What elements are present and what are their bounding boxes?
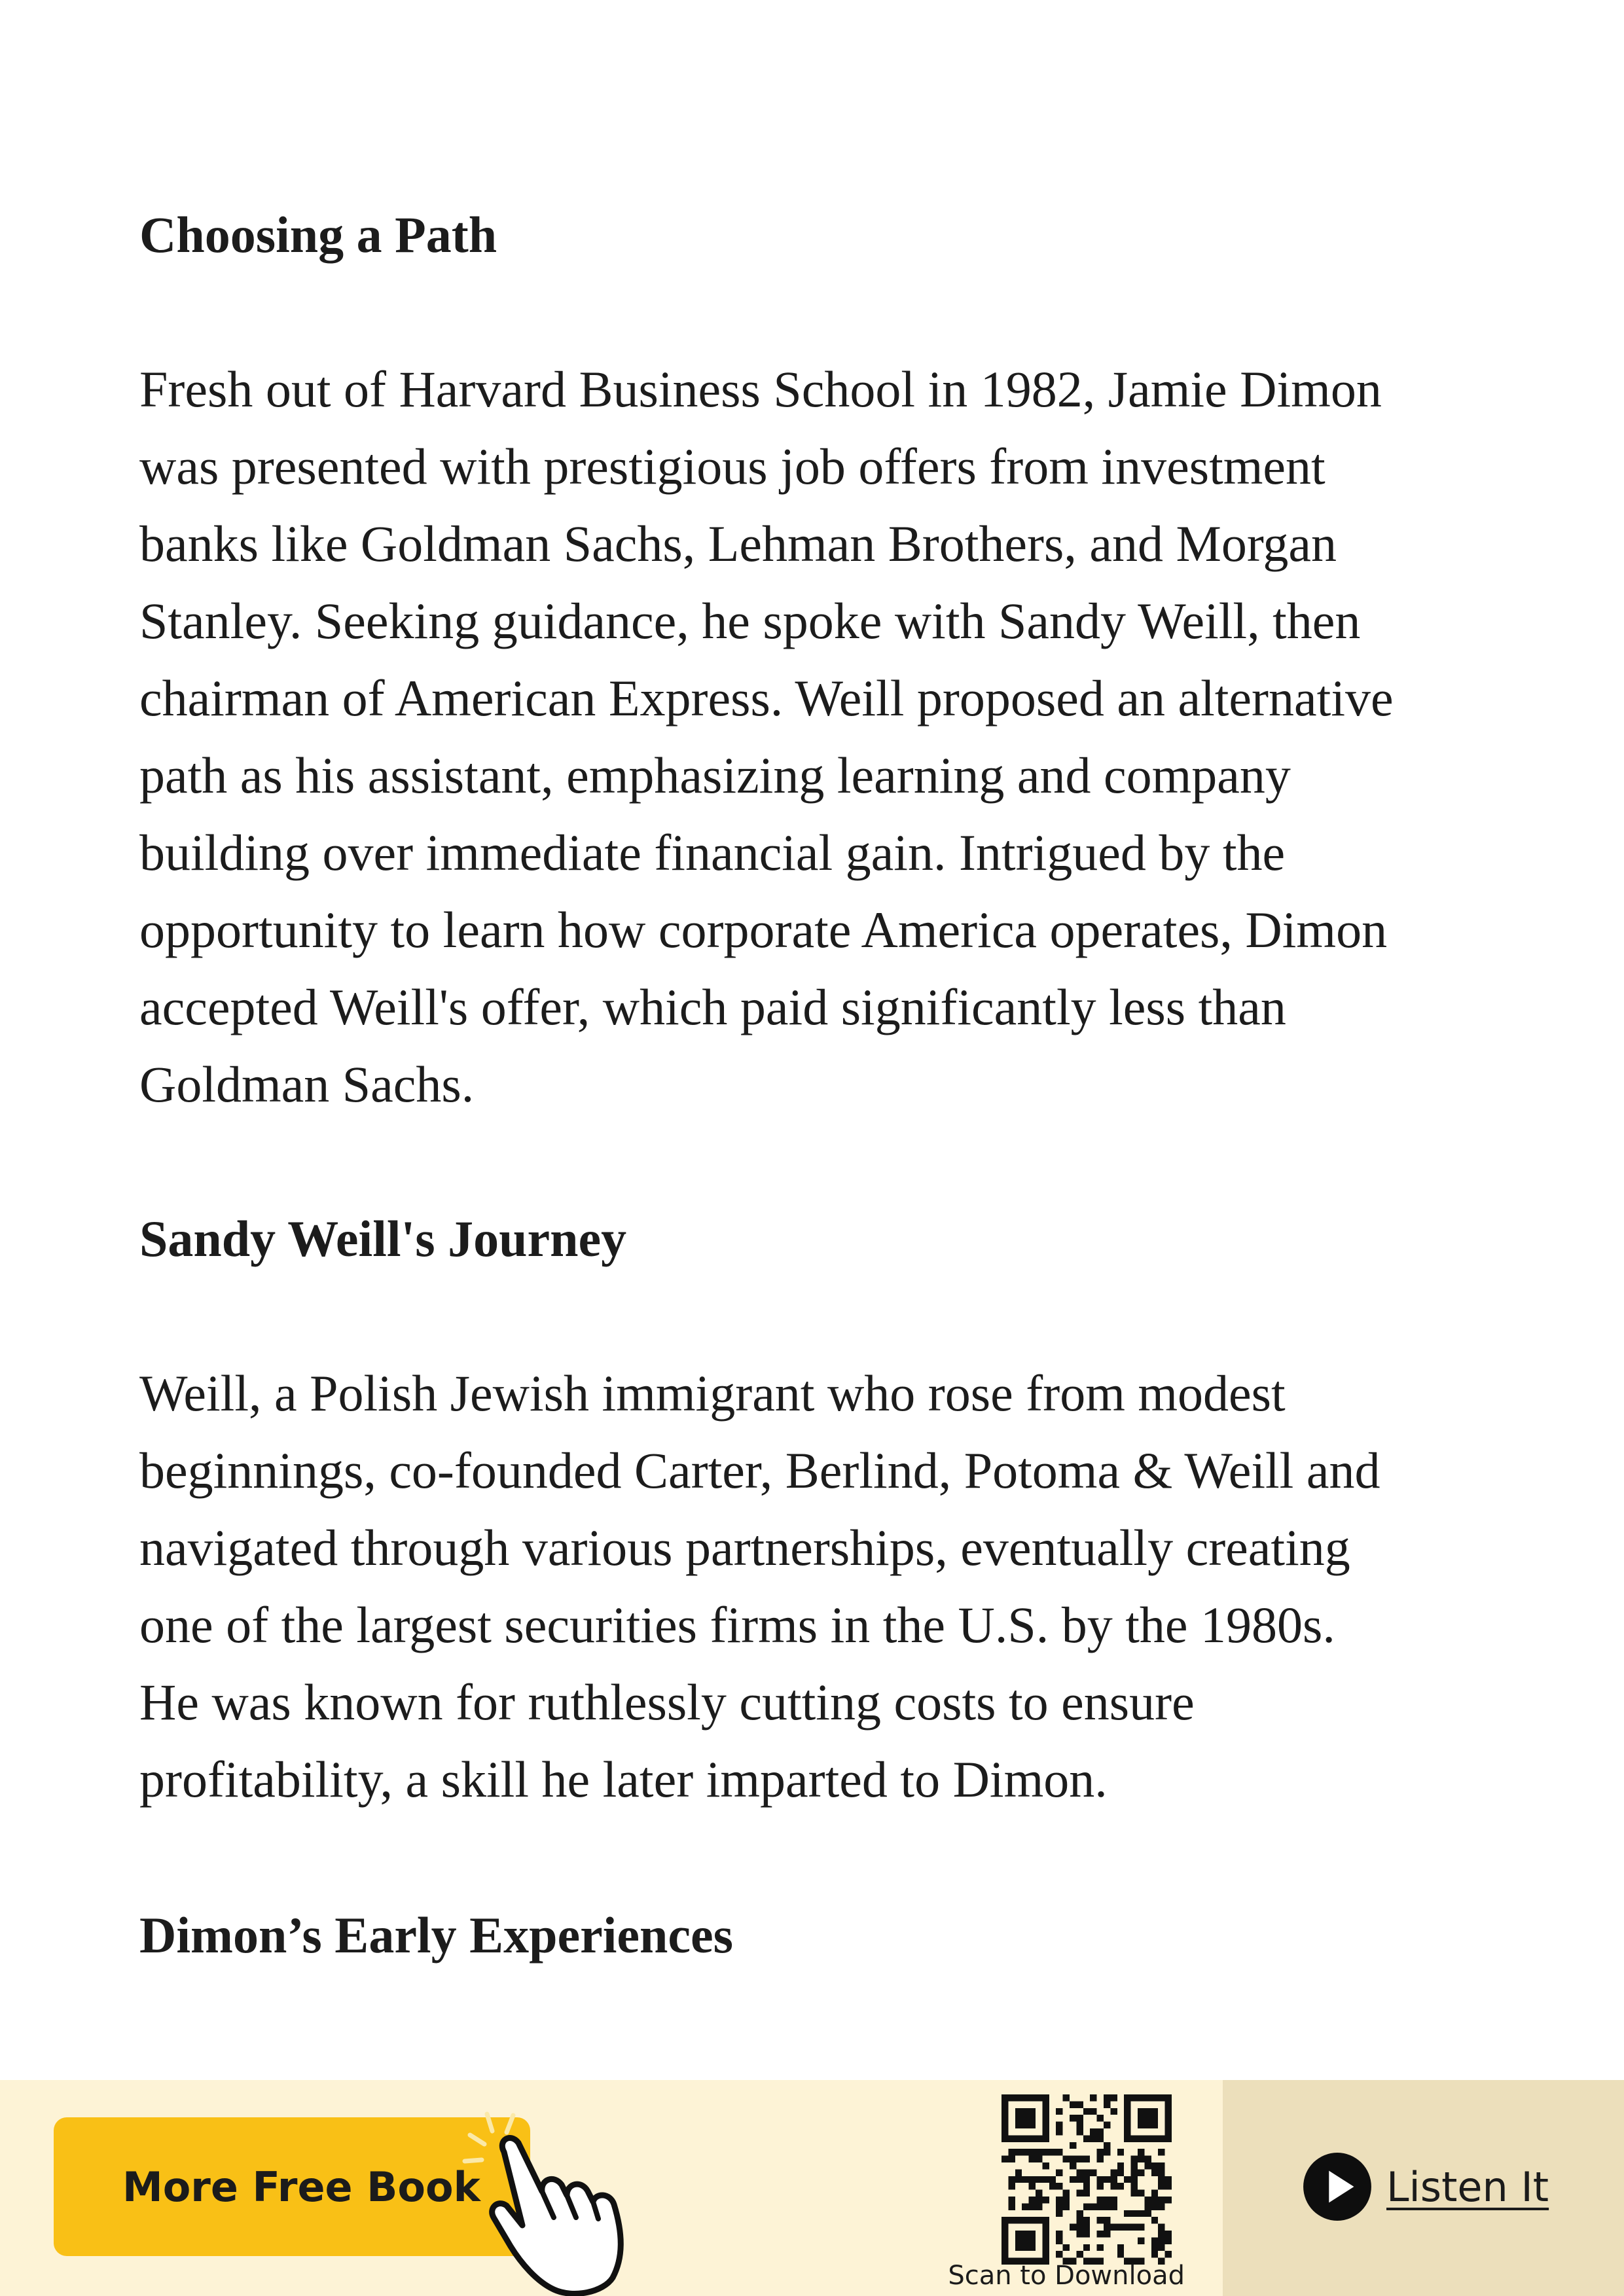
text-line: profitability, a skill he later imparted to Dimon.: [139, 1751, 1108, 1808]
section-heading-choosing-a-path: Choosing a Path: [139, 206, 497, 263]
text-line: building over immediate financial gain. Intrigued by the: [139, 824, 1286, 881]
section-body-choosing-a-path: [139, 351, 1501, 1123]
text-line: was presented with prestigious job offers from investment: [139, 438, 1326, 495]
qr-code-icon: [1001, 2094, 1172, 2265]
section-heading-sandy-weills-journey: Sandy Weill's Journey: [139, 1210, 627, 1267]
pointing-hand-icon: [458, 2106, 628, 2296]
text-line: navigated through various partnerships, eventually creating: [139, 1519, 1350, 1576]
text-line: Fresh out of Harvard Business School in 1982, Jamie Dimon: [139, 361, 1382, 418]
text-line: banks like Goldman Sachs, Lehman Brothers, and Morgan: [139, 515, 1337, 572]
section-heading-dimons-early-experiences: Dimon’s Early Experiences: [139, 1907, 734, 1964]
text-line: Goldman Sachs.: [139, 1056, 475, 1113]
scan-to-download-label: Scan to Download: [948, 2261, 1185, 2291]
section-body-sandy-weills-journey: [139, 1355, 1501, 1818]
listen-it-label: Listen It: [1386, 2162, 1549, 2211]
text-line: one of the largest securities firms in the U.S. by the 1980s.: [139, 1596, 1335, 1653]
play-icon: [1303, 2152, 1372, 2221]
text-line: beginnings, co-founded Carter, Berlind, Potoma & Weill and: [139, 1442, 1380, 1499]
listen-it-button[interactable]: [1303, 2151, 1549, 2223]
text-line: opportunity to learn how corporate America operates, Dimon: [139, 901, 1388, 958]
text-line: accepted Weill's offer, which paid significantly less than: [139, 978, 1286, 1035]
more-free-book-label: More Free Book: [122, 2162, 480, 2211]
text-line: He was known for ruthlessly cutting costs to ensure: [139, 1674, 1195, 1731]
text-line: Weill, a Polish Jewish immigrant who rose from modest: [139, 1365, 1286, 1422]
footer-bar: [0, 2080, 1624, 2296]
text-line: chairman of American Express. Weill proposed an alternative: [139, 670, 1394, 726]
text-line: Stanley. Seeking guidance, he spoke with Sandy Weill, then: [139, 592, 1361, 649]
text-line: path as his assistant, emphasizing learning and company: [139, 747, 1291, 804]
